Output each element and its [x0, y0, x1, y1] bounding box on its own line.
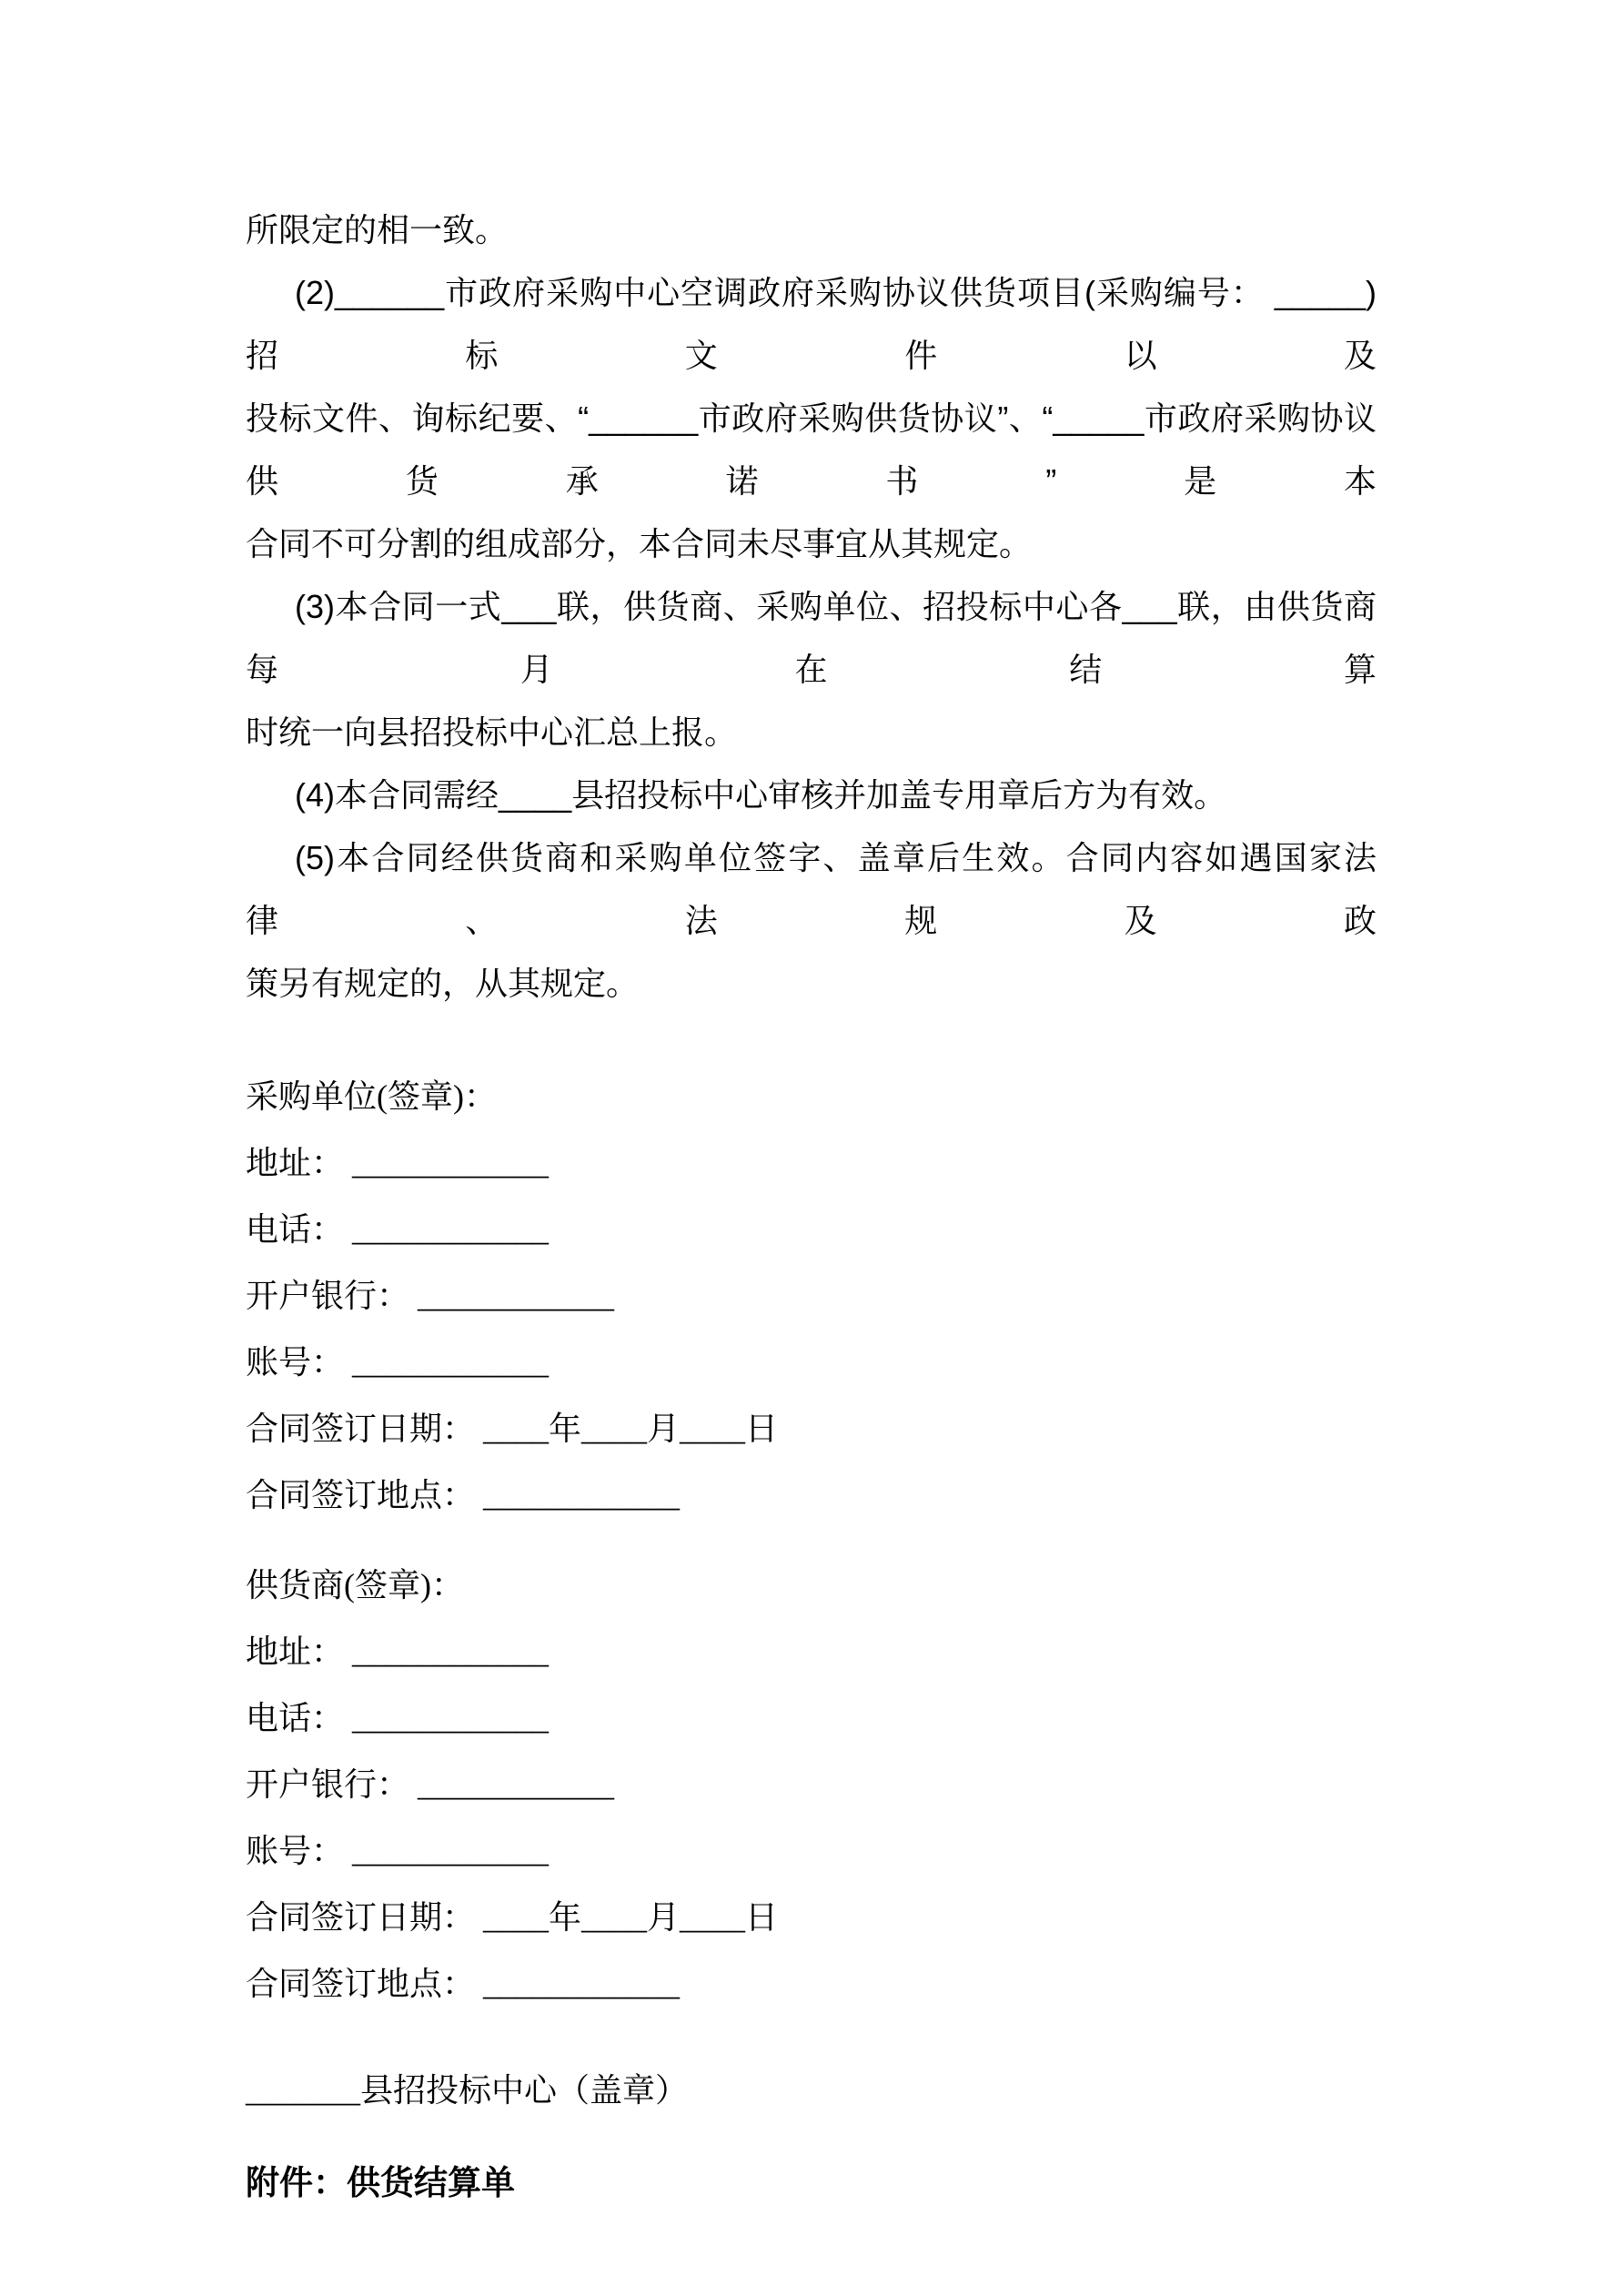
supplier-account-line: 账号： ____________ — [246, 1833, 550, 1869]
purchaser-sign-date-line: 合同签订日期： ____年____月____日 — [246, 1411, 779, 1447]
tender-center-seal-line: _______县招投标中心（盖章） — [246, 2072, 689, 2109]
purchaser-signature-block — [246, 1064, 1377, 1529]
clause-5-line-2: 策另有规定的，从其规定。 — [246, 965, 640, 1002]
clause-2-line-3: 合同不可分割的组成部分，本合同未尽事宜从其规定。 — [246, 525, 1033, 562]
attachment-heading: 附件：供货结算单 — [246, 2164, 515, 2201]
purchaser-sign-place-line: 合同签订地点： ____________ — [246, 1477, 681, 1513]
supplier-address-line: 地址： ____________ — [246, 1633, 550, 1670]
clause-2-line-1: (2)______市政府采购中心空调政府采购协议供货项目(采购编号： _____)招标文件以及 — [246, 274, 1377, 374]
clause-continuation-line: 所限定的相一致。 — [246, 211, 509, 248]
clause-5-line-1: (5)本合同经供货商和采购单位签字、盖章后生效。合同内容如遇国家法律、法规及政 — [246, 839, 1377, 939]
supplier-signature-block — [246, 1553, 1377, 2018]
clause-3-line-2: 时统一向县招投标中心汇总上报。 — [246, 713, 738, 751]
page-content — [246, 0, 1377, 2216]
supplier-phone-line: 电话： ____________ — [246, 1700, 550, 1736]
purchaser-phone-line: 电话： ____________ — [246, 1211, 550, 1248]
purchaser-account-line: 账号： ____________ — [246, 1344, 550, 1381]
purchaser-address-line: 地址： ____________ — [246, 1145, 550, 1181]
contract-clauses — [246, 0, 1377, 1015]
purchaser-bank-line: 开户银行： ____________ — [246, 1278, 615, 1314]
clause-3-line-1: (3)本合同一式___联，供货商、采购单位、招投标中心各___联，由供货商每月在结算 — [246, 588, 1377, 688]
supplier-heading: 供货商(签章)： — [246, 1567, 464, 1603]
clause-4-line: (4)本合同需经____县招投标中心审核并加盖专用章后方为有效。 — [295, 776, 1227, 814]
purchaser-heading: 采购单位(签章)： — [246, 1078, 497, 1115]
supplier-sign-date-line: 合同签订日期： ____年____月____日 — [246, 1899, 779, 1936]
supplier-bank-line: 开户银行： ____________ — [246, 1766, 615, 1803]
supplier-sign-place-line: 合同签订地点： ____________ — [246, 1966, 681, 2002]
clause-2-line-2: 投标文件、询标纪要、“______市政府采购供货协议”、“_____市政府采购协议供货承诺书”是本 — [246, 400, 1377, 500]
